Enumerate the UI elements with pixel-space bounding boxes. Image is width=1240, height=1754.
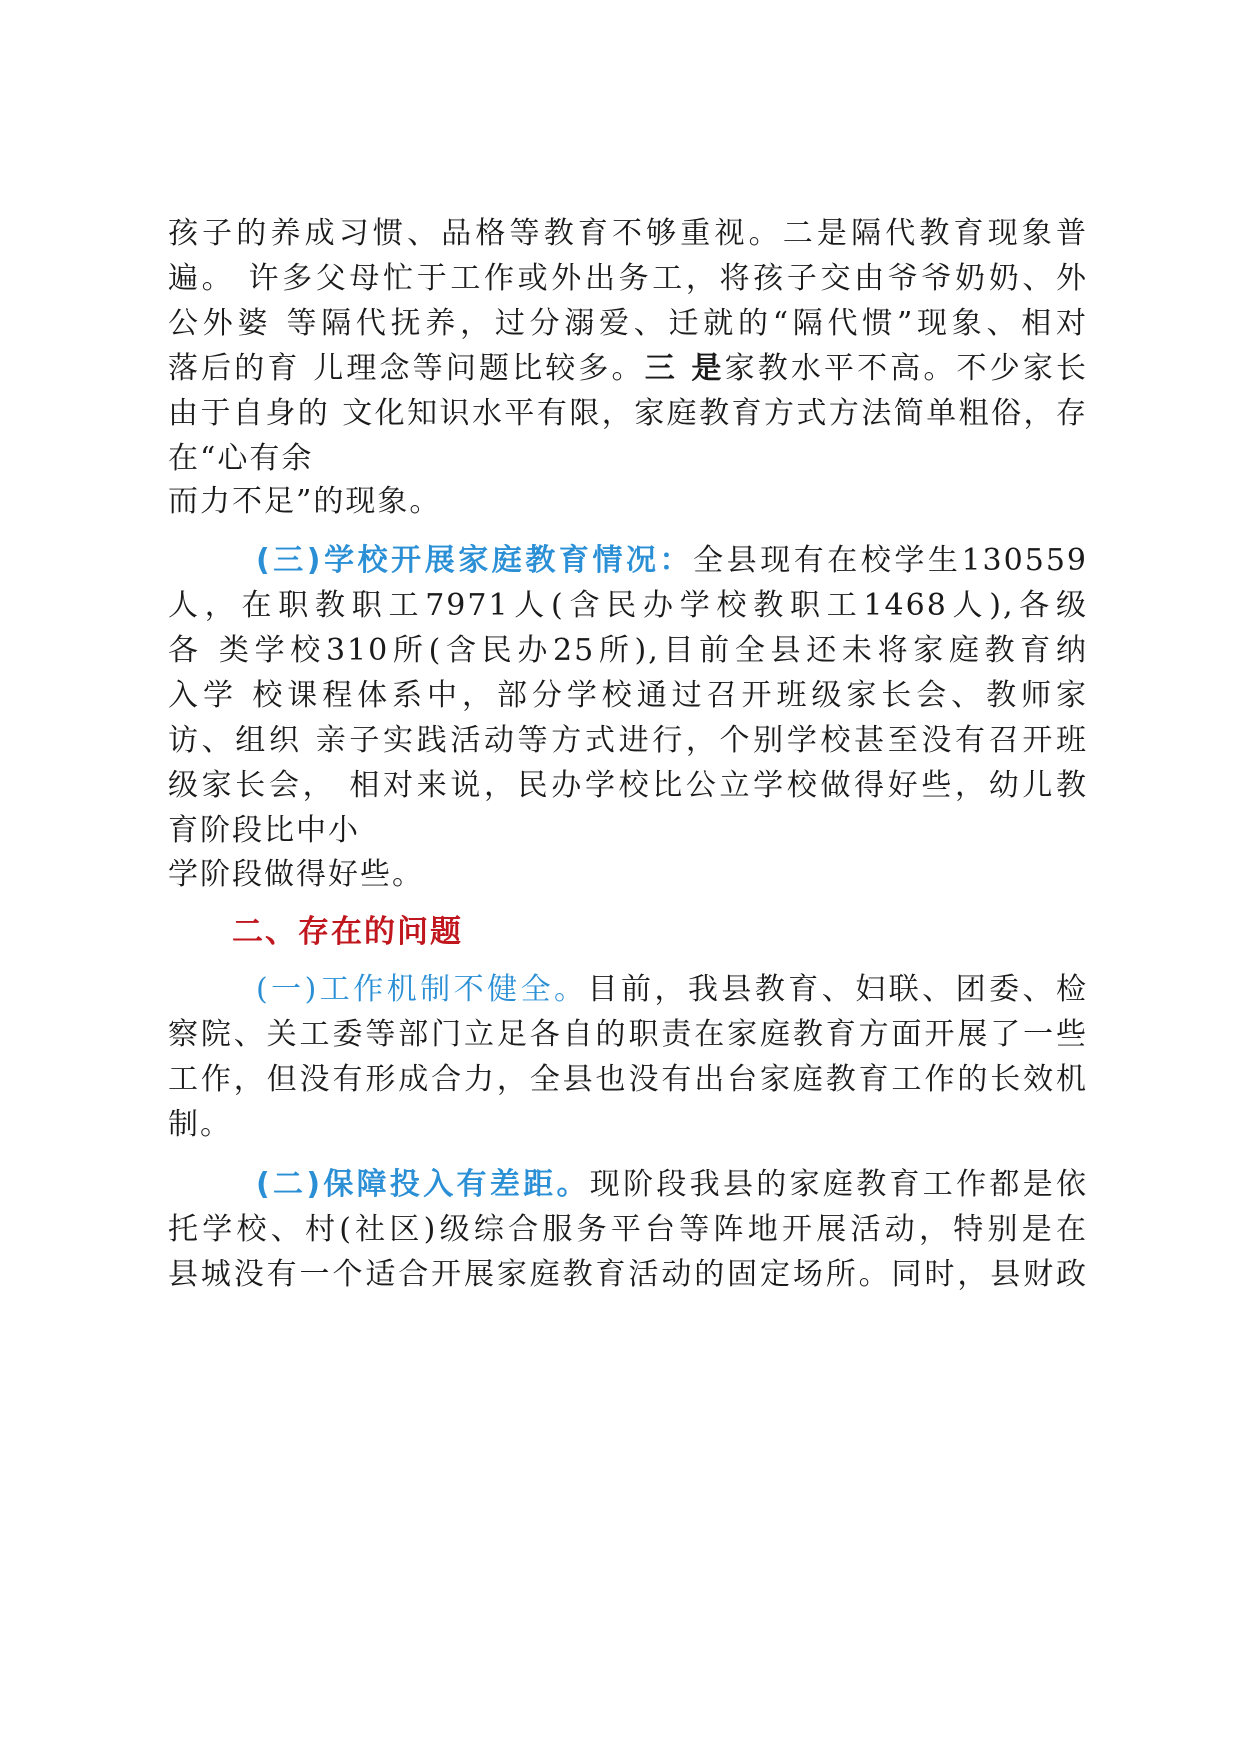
p3-line-1 (256, 970, 1088, 1010)
p1-line-4 (168, 349, 1088, 389)
p4-line-2: 托学校、村(社区)级综合服务平台等阵地开展活动，特别是在 (168, 1212, 1088, 1247)
p1-line-5: 由于自身的 文化知识水平有限，家庭教育方式方法简单粗俗，存 (168, 396, 1088, 431)
section-heading: 二、存在的问题 (232, 914, 463, 950)
p1-line-3: 公外婆 等隔代抚养，过分溺爱、迁就的“隔代惯”现象、相对 (168, 306, 1088, 341)
p3-line-1-text: 目前，我县教育、妇联、团委、检 (587, 972, 1088, 1007)
p3-line-3: 工作，但没有形成合力，全县也没有出台家庭教育工作的长效机 (168, 1062, 1088, 1097)
p2-line-2: 人，在职教职工7971人(含民办学校教职工1468人),各级 (168, 588, 1088, 623)
p4-line-3: 县城没有一个适合开展家庭教育活动的固定场所。同时，县财政 (168, 1257, 1088, 1292)
p4-line-1 (256, 1165, 1088, 1205)
p1-point-three: 三 是 (644, 351, 725, 386)
p4-heading: (二)保障投入有差距。 (256, 1167, 590, 1202)
p3-line-4: 制。 (168, 1107, 232, 1142)
p1-line-7: 而力不足”的现象。 (168, 484, 442, 519)
p2-line-1 (256, 541, 1088, 581)
p3-heading: (一)工作机制不健全。 (256, 972, 588, 1007)
p2-line-8: 学阶段做得好些。 (168, 857, 424, 892)
p3-line-2: 察院、关工委等部门立足各自的职责在家庭教育方面开展了一些 (168, 1017, 1088, 1052)
p1-line-6: 在“心有余 (168, 441, 314, 476)
p1-line-2: 遍。 许多父母忙于工作或外出务工，将孩子交由爷爷奶奶、外 (168, 261, 1088, 296)
p2-line-1-text: 全县现有在校学生130559 (693, 543, 1088, 578)
p2-line-5: 访、组织 亲子实践活动等方式进行，个别学校甚至没有召开班 (168, 723, 1088, 758)
p2-line-7: 育阶段比中小 (168, 813, 360, 848)
p4-line-1-text: 现阶段我县的家庭教育工作都是依 (589, 1167, 1089, 1202)
p2-line-4: 入学 校课程体系中，部分学校通过召开班级家长会、教师家 (168, 678, 1088, 713)
p1-line-4a: 落后的育 儿理念等问题比较多。 (168, 351, 645, 386)
p2-heading: (三)学校开展家庭教育情况： (256, 543, 694, 578)
p2-line-6: 级家长会， 相对来说，民办学校比公立学校做得好些，幼儿教 (168, 768, 1088, 803)
p1-line-1: 孩子的养成习惯、品格等教育不够重视。二是隔代教育现象普 (168, 216, 1088, 251)
p1-line-4c: 家教水平不高。不少家长 (724, 351, 1088, 386)
p2-line-3: 各 类学校310所(含民办25所),目前全县还未将家庭教育纳 (168, 633, 1088, 668)
